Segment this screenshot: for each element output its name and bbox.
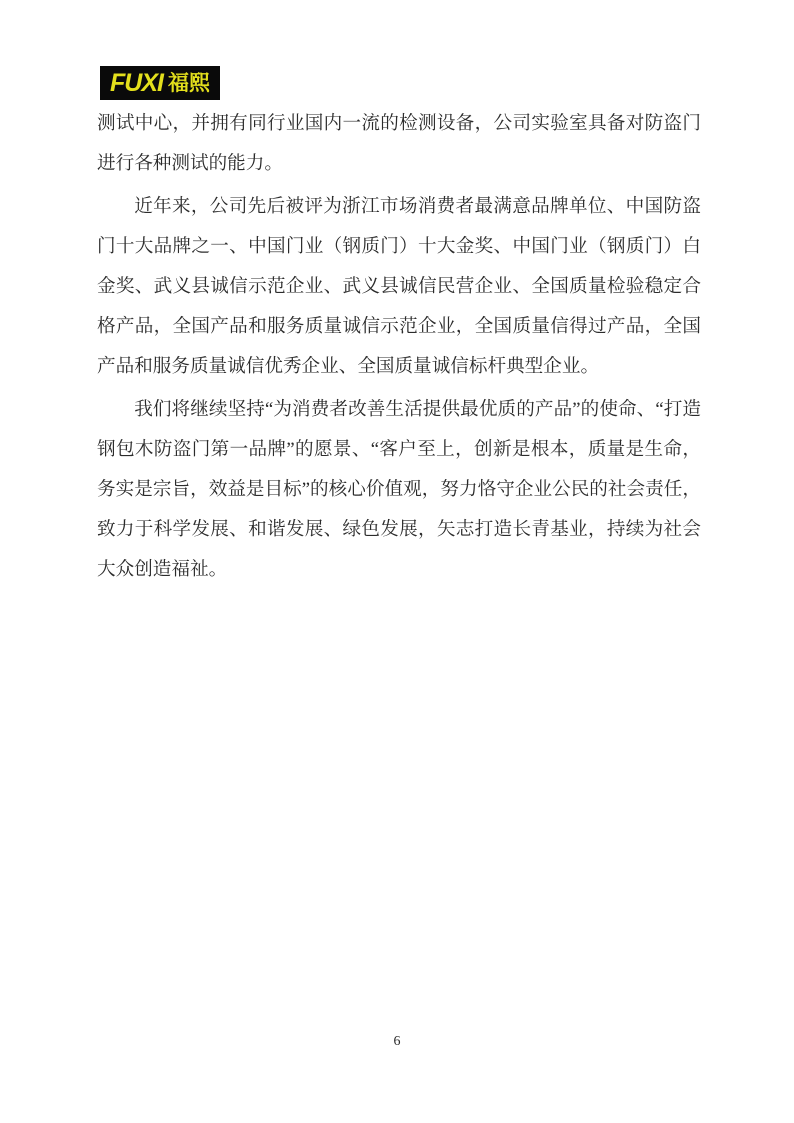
logo-cjk-text: 福熙 bbox=[167, 71, 210, 95]
logo-latin-text: FUXI bbox=[110, 68, 163, 97]
body-paragraph: 测试中心，并拥有同行业国内一流的检测设备，公司实验室具备对防盗门进行各种测试的能力。 bbox=[97, 113, 701, 174]
body-paragraph: 我们将继续坚持“为消费者改善生活提供最优质的产品”的使命、“打造钢包木防盗门第一品牌”的愿景、“客户至上，创新是根本，质量是生命，务实是宗旨，效益是目标”的核心价值观，努力恪守企业公民的社会责任，致力于科学发展、和谐发展、绿色发展，矢志打造长青基业，持续为社会大众创造福祉。 bbox=[97, 399, 701, 580]
page-number: 6 bbox=[393, 1034, 401, 1049]
body-paragraph: 近年来，公司先后被评为浙江市场消费者最满意品牌单位、中国防盗门十大品牌之一、中国门业（钢质门）十大金奖、中国门业（钢质门）白金奖、武义县诚信示范企业、武义县诚信民营企业、全国质量检验稳定合格产品，全国产品和服务质量诚信示范企业，全国质量信得过产品，全国产品和服务质量诚信优秀企业、全国质量诚信标杆典型企业。 bbox=[97, 196, 701, 377]
document-body bbox=[97, 104, 701, 593]
company-logo bbox=[100, 66, 220, 100]
